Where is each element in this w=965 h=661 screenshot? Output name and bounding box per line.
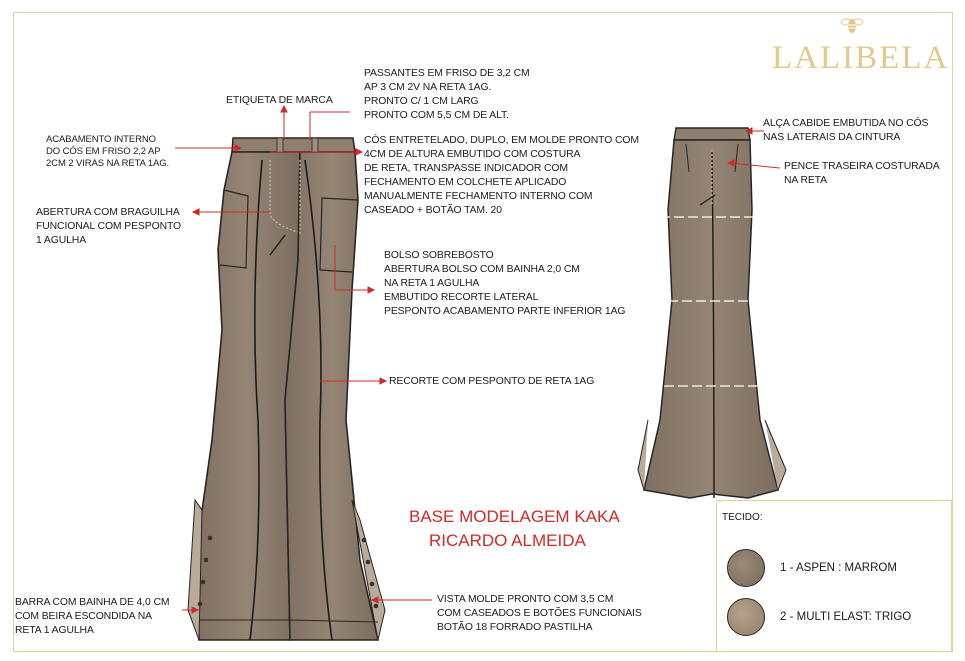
fabric-swatch-2 [727,598,765,636]
title-line2: RICARDO ALMEIDA [429,531,586,550]
note-cos: CÓS ENTRETELADO, DUPLO, EM MOLDE PRONTO COM 4CM DE ALTURA EMBUTIDO COM COSTURA DE RETA, TRANSPASSE INDICADOR COM FECHAMENTO EM COLCHETE APLICADO MANUALMENTE FECHAMENTO INTERNO COM CASEADO + BOTÃO TAM. 20 [364,135,639,216]
note-bolso: BOLSO SOBREBOSTO ABERTURA BOLSO COM BAINHA 2,0 CM NA RETA 1 AGULHA EMBUTIDO RECORTE LATERAL PESPONTO ACABAMENTO PARTE INFERIOR 1AG [384,250,626,317]
note-pence: PENCE TRASEIRA COSTURADA NA RETA [784,161,940,186]
fabric-label: TECIDO: [722,512,763,523]
front-pants [188,138,385,640]
fabric-swatch-1 [727,549,765,587]
note-recorte: RECORTE COM PESPONTO DE RETA 1AG [389,376,595,387]
fabric-item-2-label: 2 - MULTI ELAST: TRIGO [780,611,912,623]
fabric-item-1-label: 1 - ASPEN : MARROM [780,562,897,574]
back-body [644,140,778,498]
note-barra: BARRA COM BAINHA DE 4,0 CM COM BEIRA ESCONDIDA NA RETA 1 AGULHA [15,597,170,636]
note-acabamento: ACABAMENTO INTERNO DO CÓS EM FRISO 2,2 AP 2CM 2 VIRAS NA RETA 1AG. [46,134,170,169]
title-line1: BASE MODELAGEM KAKA [409,507,620,526]
brand-logo: LALIBELA [772,40,950,76]
note-abertura: ABERTURA COM BRAGUILHA FUNCIONAL COM PESPONTO 1 AGULHA [36,207,182,246]
note-passantes: PASSANTES EM FRISO DE 3,2 CM AP 3 CM 2V NA RETA 1AG. PRONTO C/ 1 CM LARG PRONTO COM 5,5 CM DE ALT. [364,68,530,121]
front-waistband [232,138,355,152]
back-pants [638,128,786,498]
note-etiqueta: ETIQUETA DE MARCA [226,95,333,106]
front-left-vent [188,500,202,640]
note-alca: ALÇA CABIDE EMBUTIDA NO CÓS NAS LATERAIS DA CINTURA [763,118,929,143]
back-waistband [674,128,750,140]
note-vista: VISTA MOLDE PRONTO COM 3,5 CM COM CASEADOS E BOTÕES FUNCIONAIS BOTÃO 18 FORRADO PASTILHA [437,594,642,633]
